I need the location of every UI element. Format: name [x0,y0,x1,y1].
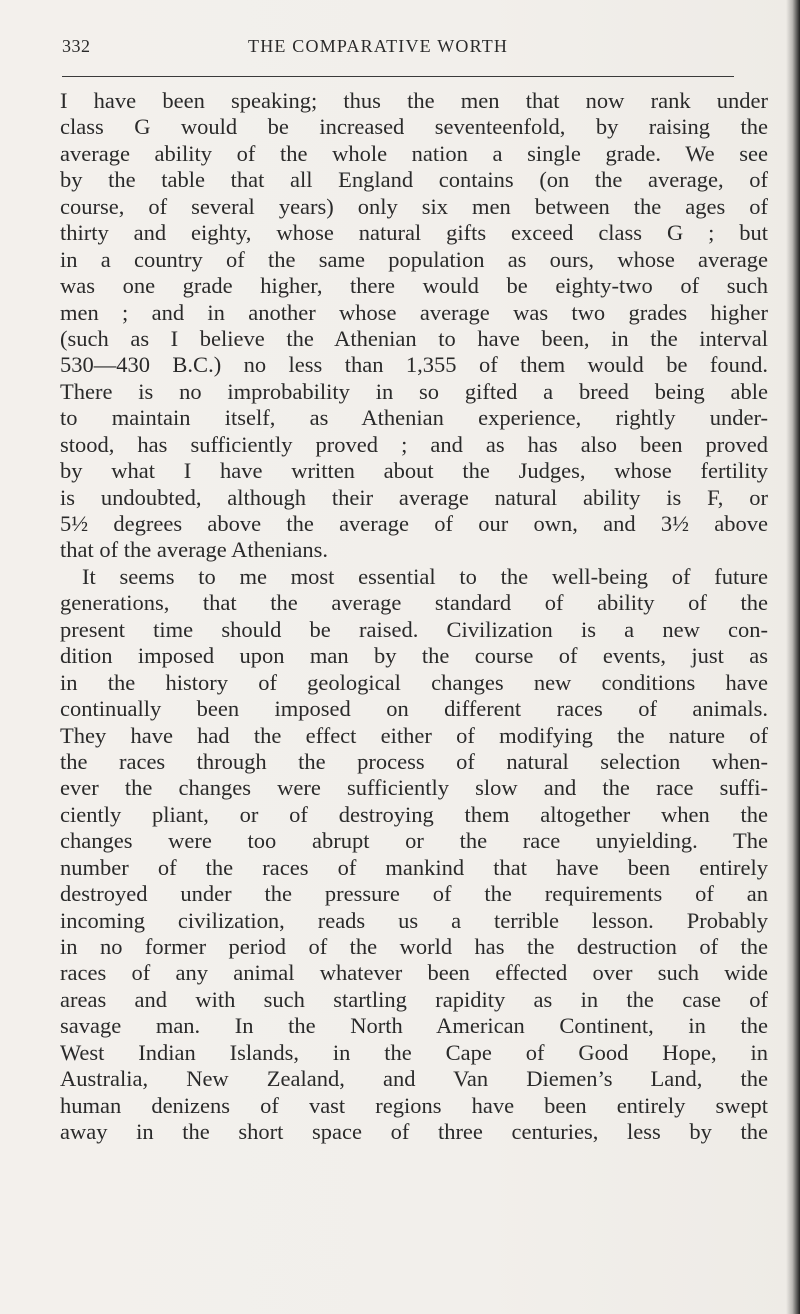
text-line: in no former period of the world has the destruction of the [60,934,768,959]
text-line: was one grade higher, there would be eighty-two of such [60,273,768,299]
text-line: changes were too abrupt or the race unyielding. The [60,828,768,854]
text-line: by the table that all England contains (on the average, of [60,167,768,193]
text-line: 530—430 B.C.) no less than 1,355 of them would be found. [60,352,768,378]
running-head: THE COMPARATIVE WORTH [248,36,509,56]
page-header [62,36,734,76]
paragraph [60,88,768,564]
text-line: human denizens of vast regions have been entirely swept [60,1092,768,1118]
text-line: in the history of geological changes new conditions have [60,669,768,695]
text-line: There is no improbability in so gifted a breed being able [60,378,768,404]
text-line: West Indian Islands, in the Cape of Good Hope, in [60,1039,768,1065]
text-line: thirty and eighty, whose natural gifts exceed class G ; but [60,220,768,246]
text-line: dition imposed upon man by the course of events, just as [60,643,768,669]
text-line: by what I have written about the Judges, whose fertility [60,458,768,484]
text-line: ciently pliant, or of destroying them altogether when the [60,801,768,827]
text-line: to maintain itself, as Athenian experience, rightly under- [60,405,768,431]
body-text [60,88,768,1146]
text-line: the races through the process of natural selection when- [60,748,768,774]
text-line: races of any animal whatever been effected over such wide [60,960,768,986]
text-line: destroyed under the pressure of the requirements of an [60,881,768,907]
text-line: men ; and in another whose average was two grades higher [60,299,768,325]
text-line: ever the changes were sufficiently slow and the race suffi- [60,775,768,801]
page-edge-shadow [786,0,800,1314]
text-line: number of the races of mankind that have been entirely [60,854,768,880]
text-line: I have been speaking; thus the men that now rank under [60,88,768,113]
text-line: stood, has sufficiently proved ; and as has also been proved [60,431,768,457]
text-line: course, of several years) only six men between the ages of [60,193,768,219]
text-line: (such as I believe the Athenian to have been, in the interval [60,325,768,351]
text-line: generations, that the average standard of ability of the [60,590,768,616]
paragraph [60,564,768,1146]
text-line: average ability of the whole nation a single grade. We see [60,140,768,166]
text-line: is undoubted, although their average natural ability is F, or [60,484,768,510]
text-line: in a country of the same population as ours, whose average [60,246,768,272]
text-line: present time should be raised. Civilization is a new con- [60,616,768,642]
text-line: They have had the effect either of modifying the nature of [60,722,768,748]
text-line: It seems to me most essential to the well-being of future [82,563,768,589]
text-line: incoming civilization, reads us a terrible lesson. Probably [60,907,768,933]
text-line: savage man. In the North American Continent, in the [60,1013,768,1039]
text-line: Australia, New Zealand, and Van Diemen’s Land, the [60,1066,768,1092]
text-line: continually been imposed on different races of animals. [60,696,768,722]
text-line: 5½ degrees above the average of our own, and 3½ above [60,511,768,536]
page-number: 332 [62,36,91,56]
text-line: away in the short space of three centuries, less by the [60,1119,768,1145]
text-line: that of the average Athenians. [60,537,329,563]
text-line: class G would be increased seventeenfold, by raising the [60,114,768,140]
header-rule [62,76,734,77]
text-line: areas and with such startling rapidity as in the case of [60,986,768,1012]
